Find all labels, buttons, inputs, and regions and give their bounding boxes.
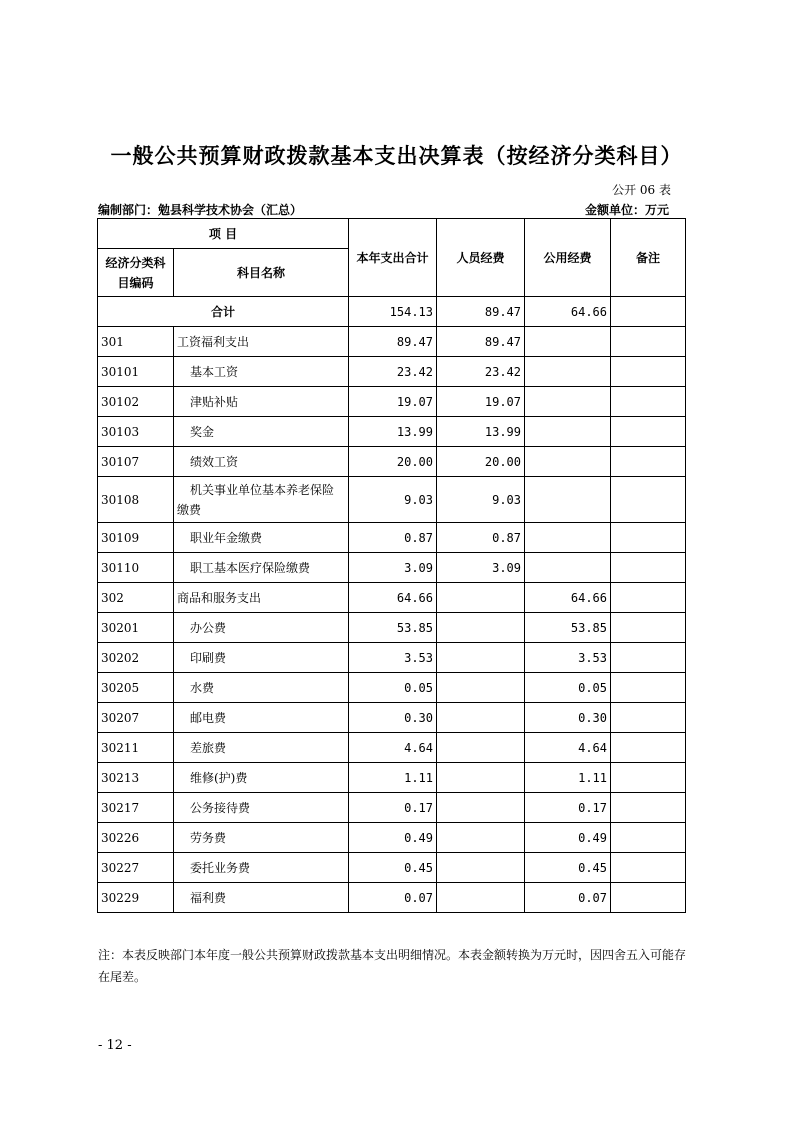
row-public (525, 327, 611, 357)
row-remark (611, 733, 686, 763)
row-public: 1.11 (525, 763, 611, 793)
table-row (98, 583, 686, 613)
table-row (98, 417, 686, 447)
row-public (525, 417, 611, 447)
row-public: 0.17 (525, 793, 611, 823)
row-code: 30227 (98, 853, 174, 883)
row-personnel (437, 853, 525, 883)
row-total: 53.85 (349, 613, 437, 643)
row-public: 64.66 (525, 583, 611, 613)
row-public (525, 357, 611, 387)
row-name: 基本工资 (174, 357, 349, 387)
row-total: 9.03 (349, 477, 437, 523)
row-total: 0.45 (349, 853, 437, 883)
table-row (98, 357, 686, 387)
row-code: 301 (98, 327, 174, 357)
row-personnel (437, 793, 525, 823)
row-name: 工资福利支出 (174, 327, 349, 357)
table-row (98, 763, 686, 793)
row-name: 津贴补贴 (174, 387, 349, 417)
row-code: 30109 (98, 523, 174, 553)
public-header: 公用经费 (525, 219, 611, 297)
total-personnel-value: 89.47 (437, 297, 525, 327)
row-personnel: 23.42 (437, 357, 525, 387)
row-public (525, 553, 611, 583)
unit-label: 金额单位：万元 (584, 203, 669, 217)
row-total: 0.17 (349, 793, 437, 823)
row-personnel (437, 673, 525, 703)
row-personnel (437, 763, 525, 793)
row-remark (611, 883, 686, 913)
row-total: 0.30 (349, 703, 437, 733)
row-name: 公务接待费 (174, 793, 349, 823)
row-total: 19.07 (349, 387, 437, 417)
row-code: 30207 (98, 703, 174, 733)
table-row (98, 553, 686, 583)
row-name: 奖金 (174, 417, 349, 447)
row-remark (611, 643, 686, 673)
row-remark (611, 477, 686, 523)
row-total: 0.49 (349, 823, 437, 853)
table-row (98, 477, 686, 523)
row-code: 302 (98, 583, 174, 613)
row-personnel (437, 613, 525, 643)
table-row (98, 327, 686, 357)
table-row (98, 703, 686, 733)
row-code: 30101 (98, 357, 174, 387)
row-total: 1.11 (349, 763, 437, 793)
row-name: 水费 (174, 673, 349, 703)
row-total: 3.09 (349, 553, 437, 583)
page-title: 一般公共预算财政拨款基本支出决算表（按经济分类科目） (110, 143, 683, 168)
total-label: 合计 (98, 297, 349, 327)
row-personnel (437, 643, 525, 673)
row-code: 30217 (98, 793, 174, 823)
row-code: 30107 (98, 447, 174, 477)
row-remark (611, 357, 686, 387)
row-name: 商品和服务支出 (174, 583, 349, 613)
row-name: 绩效工资 (174, 447, 349, 477)
item-header: 项 目 (98, 219, 349, 249)
row-personnel: 13.99 (437, 417, 525, 447)
row-name: 劳务费 (174, 823, 349, 853)
row-public (525, 447, 611, 477)
name-header: 科目名称 (174, 249, 349, 297)
row-code: 30201 (98, 613, 174, 643)
row-remark (611, 763, 686, 793)
remark-header: 备注 (611, 219, 686, 297)
row-personnel (437, 883, 525, 913)
row-personnel: 9.03 (437, 477, 525, 523)
row-personnel (437, 583, 525, 613)
table-row (98, 823, 686, 853)
row-total: 64.66 (349, 583, 437, 613)
row-public: 53.85 (525, 613, 611, 643)
row-total: 20.00 (349, 447, 437, 477)
row-name: 福利费 (174, 883, 349, 913)
form-number: 公开 06 表 (612, 183, 671, 197)
row-public: 4.64 (525, 733, 611, 763)
row-total: 3.53 (349, 643, 437, 673)
table-row (98, 883, 686, 913)
table-row (98, 613, 686, 643)
table-row (98, 387, 686, 417)
row-personnel: 19.07 (437, 387, 525, 417)
table-row (98, 523, 686, 553)
row-name: 印刷费 (174, 643, 349, 673)
total-public-value: 64.66 (525, 297, 611, 327)
table-row (98, 643, 686, 673)
row-public: 0.30 (525, 703, 611, 733)
row-code: 30205 (98, 673, 174, 703)
footnote: 注：本表反映部门本年度一般公共预算财政拨款基本支出明细情况。本表金额转换为万元时，因四舍五入可能存在尾差。 (98, 948, 687, 984)
personnel-header: 人员经费 (437, 219, 525, 297)
row-code: 30102 (98, 387, 174, 417)
row-public (525, 387, 611, 417)
row-name: 职业年金缴费 (174, 523, 349, 553)
row-remark (611, 703, 686, 733)
row-remark (611, 613, 686, 643)
row-personnel (437, 823, 525, 853)
table-row (98, 733, 686, 763)
row-name: 办公费 (174, 613, 349, 643)
row-name: 维修(护)费 (174, 763, 349, 793)
table-row (98, 793, 686, 823)
department-label: 编制部门：勉县科学技术协会（汇总） (98, 203, 303, 217)
row-public: 3.53 (525, 643, 611, 673)
row-personnel (437, 703, 525, 733)
row-public (525, 477, 611, 523)
row-remark (611, 417, 686, 447)
row-code: 30202 (98, 643, 174, 673)
row-code: 30211 (98, 733, 174, 763)
row-code: 30108 (98, 477, 174, 523)
row-public: 0.45 (525, 853, 611, 883)
row-code: 30229 (98, 883, 174, 913)
row-total: 0.87 (349, 523, 437, 553)
row-remark (611, 553, 686, 583)
code-header: 经济分类科目编码 (98, 249, 174, 297)
row-remark (611, 673, 686, 703)
row-personnel: 3.09 (437, 553, 525, 583)
total-value: 154.13 (349, 297, 437, 327)
total-row (98, 297, 686, 327)
row-public: 0.05 (525, 673, 611, 703)
row-personnel: 0.87 (437, 523, 525, 553)
row-total: 23.42 (349, 357, 437, 387)
row-code: 30103 (98, 417, 174, 447)
row-public: 0.49 (525, 823, 611, 853)
row-code: 30110 (98, 553, 174, 583)
row-name: 委托业务费 (174, 853, 349, 883)
row-personnel: 89.47 (437, 327, 525, 357)
table-row (98, 853, 686, 883)
row-code: 30226 (98, 823, 174, 853)
table-row (98, 447, 686, 477)
row-total: 0.05 (349, 673, 437, 703)
row-name: 差旅费 (174, 733, 349, 763)
header-row (98, 219, 686, 249)
table-row (98, 673, 686, 703)
row-remark (611, 523, 686, 553)
row-remark (611, 583, 686, 613)
row-public: 0.07 (525, 883, 611, 913)
row-total: 13.99 (349, 417, 437, 447)
total-header: 本年支出合计 (349, 219, 437, 297)
page-number: - 12 - (98, 1038, 132, 1053)
row-total: 89.47 (349, 327, 437, 357)
row-remark (611, 853, 686, 883)
row-name: 机关事业单位基本养老保险缴费 (174, 477, 349, 523)
row-remark (611, 823, 686, 853)
row-public (525, 523, 611, 553)
expenditure-table (97, 218, 686, 913)
row-name: 职工基本医疗保险缴费 (174, 553, 349, 583)
row-name: 邮电费 (174, 703, 349, 733)
row-personnel: 20.00 (437, 447, 525, 477)
row-total: 0.07 (349, 883, 437, 913)
row-remark (611, 793, 686, 823)
row-remark (611, 387, 686, 417)
total-remark (611, 297, 686, 327)
row-remark (611, 447, 686, 477)
row-code: 30213 (98, 763, 174, 793)
row-total: 4.64 (349, 733, 437, 763)
row-personnel (437, 733, 525, 763)
row-remark (611, 327, 686, 357)
